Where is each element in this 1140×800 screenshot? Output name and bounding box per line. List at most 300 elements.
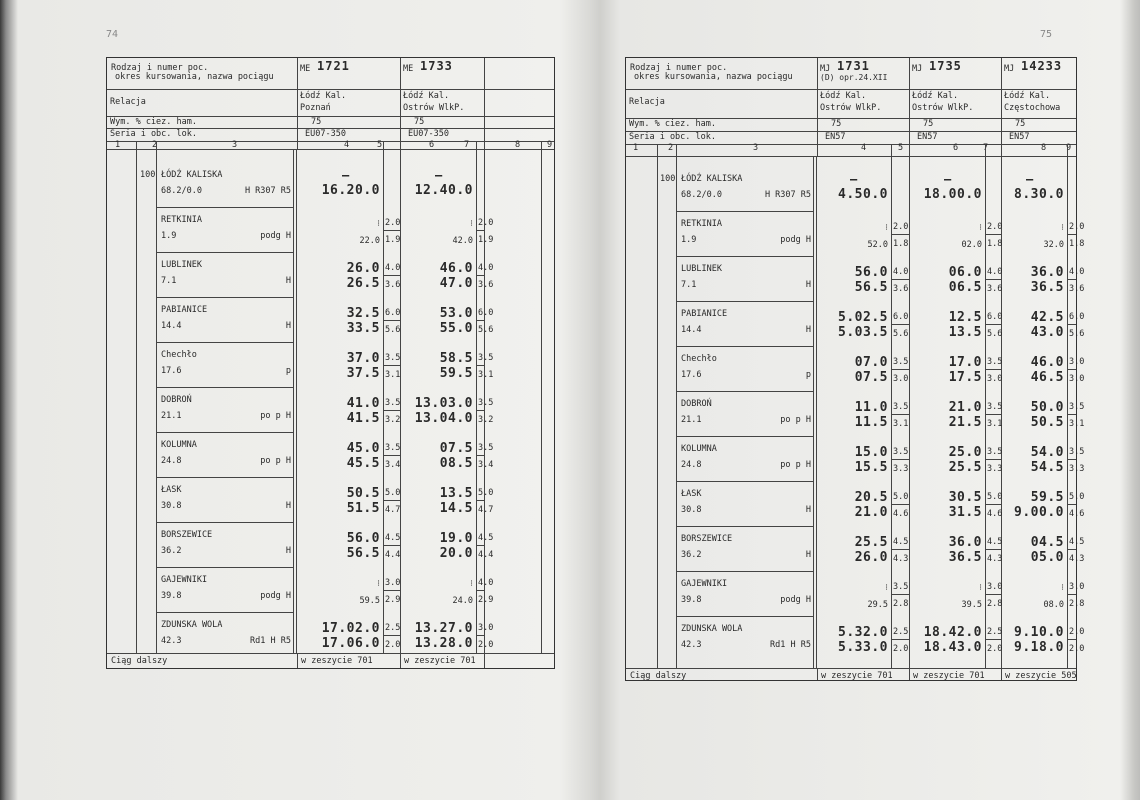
train-brake-percent: 75 — [1015, 119, 1026, 129]
running-time: 3.0 — [987, 582, 1003, 592]
running-time-reduced: 3.6 — [987, 284, 1003, 294]
running-time-reduced: 5.6 — [1069, 329, 1085, 339]
running-time: 6.0 — [478, 308, 494, 318]
train-to: Ostrów WlkP. — [820, 103, 882, 113]
column-number-divider — [909, 144, 910, 156]
station-distance: 30.8 — [161, 501, 182, 511]
footer-col-divider — [400, 653, 401, 668]
running-time-reduced: 3.1 — [1069, 419, 1085, 429]
station-code: H — [285, 501, 291, 511]
header-col-divider — [909, 58, 910, 156]
station-distance: 39.8 — [681, 595, 702, 605]
footer-col-divider — [817, 668, 818, 680]
station-row-divider — [676, 211, 813, 212]
arrival-time: ⁝ — [979, 583, 982, 593]
station-row-divider — [156, 297, 293, 298]
header-divider — [626, 144, 1076, 145]
arrival-time: ⁝ — [1061, 583, 1064, 593]
arrival-time: 07.0 — [854, 355, 888, 370]
station-code: podg H — [780, 235, 811, 245]
departure-time: 25.5 — [948, 460, 982, 475]
departure-time: 50.5 — [1030, 415, 1064, 430]
departure-time: 41.5 — [346, 411, 380, 426]
arrival-time: ⁝ — [470, 579, 473, 589]
train-type: MJ — [1004, 64, 1015, 74]
departure-time: 36.5 — [948, 550, 982, 565]
station-name: KOLUMNA — [681, 444, 717, 454]
header-seria-label: Seria i obc. lok. — [110, 129, 197, 139]
timetable-table — [106, 57, 555, 669]
column-number: 3 — [753, 143, 759, 153]
footer-col-divider — [1001, 668, 1002, 680]
column-number-divider — [484, 141, 485, 149]
column-number-divider — [676, 144, 677, 156]
departure-time: 12.40.0 — [414, 183, 473, 198]
header-relacja-label: Relacja — [110, 97, 146, 107]
header-train-type-label: Rodzaj i numer poc. — [630, 63, 728, 73]
column-number: 5 — [898, 143, 904, 153]
departure-time: 18.00.0 — [923, 187, 982, 202]
footer-col-divider — [909, 668, 910, 680]
no-arrival-dash: — — [435, 168, 443, 182]
train-type: ME — [403, 64, 414, 74]
running-time: 5.0 — [987, 492, 1003, 502]
running-time: 3.5 — [987, 402, 1003, 412]
departure-time: 47.0 — [439, 276, 473, 291]
station-code: H — [285, 276, 291, 286]
name-column-divider — [676, 156, 677, 668]
running-time: 3.5 — [478, 353, 494, 363]
runtime-divider — [476, 635, 484, 636]
departure-time: 29.5 — [867, 600, 888, 610]
running-time: 5.0 — [478, 488, 494, 498]
running-time-reduced: 2.8 — [893, 599, 909, 609]
station-row-divider — [676, 436, 813, 437]
running-time: 3.5 — [987, 447, 1003, 457]
station-row-divider — [676, 301, 813, 302]
running-time-reduced: 2.8 — [987, 599, 1003, 609]
column-number: 1 — [115, 140, 121, 150]
station-name: ŁASK — [681, 489, 702, 499]
running-time-reduced: 3.4 — [478, 460, 494, 470]
departure-time: 9.00.0 — [1014, 505, 1064, 520]
train-type: MJ — [820, 64, 831, 74]
header-train-type-label: Rodzaj i numer poc. — [111, 63, 209, 73]
station-distance: 39.8 — [161, 591, 182, 601]
arrival-time: 59.5 — [1030, 490, 1064, 505]
running-time-reduced: 4.6 — [987, 509, 1003, 519]
train-brake-percent: 75 — [923, 119, 934, 129]
station-row-divider — [156, 477, 293, 478]
station-distance: 21.1 — [161, 411, 182, 421]
departure-time: 16.20.0 — [321, 183, 380, 198]
runtime-divider — [476, 545, 484, 546]
runtime-divider — [985, 234, 1001, 235]
running-time-reduced: 2.0 — [987, 644, 1003, 654]
arrival-time: 18.42.0 — [923, 625, 982, 640]
running-time: 3.0 — [1069, 582, 1085, 592]
footer-continuation: w zeszycie 701 — [404, 656, 476, 666]
train-brake-percent: 75 — [831, 119, 842, 129]
arrival-time: 54.0 — [1030, 445, 1064, 460]
running-time-reduced: 2.0 — [893, 644, 909, 654]
station-row-divider — [156, 612, 293, 613]
footer-divider — [107, 653, 554, 654]
station-row-divider — [156, 567, 293, 568]
no-arrival-dash: — — [1026, 172, 1034, 186]
runtime-divider — [383, 230, 400, 231]
running-time: 3.0 — [385, 578, 401, 588]
column-number: 6 — [429, 140, 435, 150]
runtime-divider — [1067, 279, 1076, 280]
running-time: 2.5 — [987, 627, 1003, 637]
train-to: Poznań — [300, 103, 331, 113]
departure-time: 39.5 — [961, 600, 982, 610]
station-row-divider — [156, 342, 293, 343]
departure-time: 59.5 — [359, 596, 380, 606]
station-km: 100 — [140, 170, 156, 180]
station-row-divider — [156, 432, 293, 433]
departure-time: 06.5 — [948, 280, 982, 295]
station-code: Rd1 H R5 — [770, 640, 811, 650]
arrival-time: 13.27.0 — [414, 621, 473, 636]
runtime-divider — [476, 455, 484, 456]
running-time: 4.0 — [987, 267, 1003, 277]
running-time: 3.5 — [385, 398, 401, 408]
departure-time: 13.04.0 — [414, 411, 473, 426]
station-name: ŁASK — [161, 485, 182, 495]
column-number-divider — [136, 141, 137, 149]
departure-time: 07.5 — [854, 370, 888, 385]
arrival-time: ⁝ — [885, 223, 888, 233]
timetable-table — [625, 57, 1085, 681]
station-distance: 14.4 — [681, 325, 702, 335]
departure-time: 42.0 — [452, 236, 473, 246]
column-number-divider — [156, 141, 157, 149]
departure-time: 45.5 — [346, 456, 380, 471]
running-time: 3.5 — [385, 353, 401, 363]
arrival-time: 9.10.0 — [1014, 625, 1064, 640]
runtime-divider — [1067, 234, 1076, 235]
station-name: RETKINIA — [161, 215, 202, 225]
departure-time: 11.5 — [854, 415, 888, 430]
station-name: GAJEWNIKI — [681, 579, 728, 589]
column-number-divider — [817, 144, 818, 156]
runtime-divider — [1067, 324, 1076, 325]
column-number-divider — [476, 141, 477, 149]
column-number-divider — [383, 141, 384, 149]
train-number: 1733 — [420, 59, 453, 73]
page-number: 74 — [106, 29, 119, 40]
station-code: H R307 R5 — [764, 190, 811, 200]
running-time: 3.5 — [478, 443, 494, 453]
runtime-divider — [1067, 594, 1076, 595]
station-name: BORSZEWICE — [681, 534, 733, 544]
running-time: 3.5 — [893, 582, 909, 592]
running-time-reduced: 3.4 — [385, 460, 401, 470]
header-wym-label: Wym. % ciez. ham. — [629, 119, 716, 129]
train-to: Ostrów WlkP. — [403, 103, 465, 113]
arrival-time: 17.02.0 — [321, 621, 380, 636]
running-time: 4.5 — [987, 537, 1003, 547]
station-distance: 68.2/0.0 — [681, 190, 722, 200]
departure-time: 26.5 — [346, 276, 380, 291]
running-time: 3.5 — [987, 357, 1003, 367]
arrival-time: 13.5 — [439, 486, 473, 501]
arrival-time: 53.0 — [439, 306, 473, 321]
runtime-divider — [1067, 504, 1076, 505]
departure-time: 15.5 — [854, 460, 888, 475]
running-time: 6.0 — [893, 312, 909, 322]
station-code: po p H — [260, 411, 291, 421]
running-time-reduced: 1.9 — [385, 235, 401, 245]
station-name: DOBROŃ — [681, 399, 712, 409]
station-distance: 7.1 — [161, 276, 177, 286]
arrival-time: 13.03.0 — [414, 396, 473, 411]
column-number-divider — [297, 141, 298, 149]
train-locomotive: EN57 — [917, 132, 938, 142]
header-relacja-label: Relacja — [629, 97, 665, 107]
running-time-reduced: 5.6 — [478, 325, 494, 335]
running-time-reduced: 3.6 — [893, 284, 909, 294]
name-column-divider — [156, 149, 157, 653]
arrival-time: 50.0 — [1030, 400, 1064, 415]
running-time: 3.5 — [1069, 402, 1085, 412]
runtime-divider — [1067, 369, 1076, 370]
running-time: 3.5 — [893, 447, 909, 457]
arrival-time: 5.02.5 — [838, 310, 888, 325]
train-brake-percent: 75 — [311, 117, 322, 127]
departure-time: 8.30.0 — [1014, 187, 1064, 202]
runtime-column-divider — [1067, 156, 1068, 668]
station-code: po p H — [260, 456, 291, 466]
runtime-divider — [1067, 459, 1076, 460]
station-distance: 1.9 — [681, 235, 697, 245]
page-number: 75 — [1040, 29, 1053, 40]
runtime-divider — [1067, 639, 1076, 640]
running-time-reduced: 4.6 — [1069, 509, 1085, 519]
train-number: 1721 — [317, 59, 350, 73]
column-number: 9 — [1066, 143, 1072, 153]
station-distance: 42.3 — [681, 640, 702, 650]
arrival-time: 56.0 — [854, 265, 888, 280]
no-arrival-dash: — — [944, 172, 952, 186]
running-time: 2.0 — [1069, 222, 1085, 232]
arrival-time: 36.0 — [948, 535, 982, 550]
running-time-reduced: 3.2 — [478, 415, 494, 425]
header-col-divider — [484, 58, 485, 149]
departure-time: 51.5 — [346, 501, 380, 516]
departure-time: 56.5 — [346, 546, 380, 561]
departure-time: 46.5 — [1030, 370, 1064, 385]
departure-time: 08.5 — [439, 456, 473, 471]
runtime-divider — [476, 320, 484, 321]
arrival-time: 50.5 — [346, 486, 380, 501]
departure-time: 17.5 — [948, 370, 982, 385]
running-time: 2.5 — [893, 627, 909, 637]
station-distance: 17.6 — [681, 370, 702, 380]
station-name: ŁÓDŹ KALISKA — [161, 170, 223, 180]
runtime-divider — [383, 590, 400, 591]
station-km: 100 — [660, 174, 676, 184]
station-name: PABIANICE — [161, 305, 208, 315]
running-time: 3.0 — [478, 623, 494, 633]
header-divider — [107, 141, 554, 142]
station-name: LUBLINEK — [161, 260, 202, 270]
departure-time: 13.5 — [948, 325, 982, 340]
footer-continuation: w zeszycie 701 — [301, 656, 373, 666]
column-number-divider — [983, 143, 989, 156]
arrival-time: 11.0 — [854, 400, 888, 415]
extra-column-divider — [541, 149, 542, 653]
right-page — [570, 0, 1140, 800]
km-column-divider — [136, 149, 137, 653]
footer-continuation: w zeszycie 701 — [913, 671, 985, 681]
running-time-reduced: 1.9 — [478, 235, 494, 245]
departure-time: 24.0 — [452, 596, 473, 606]
arrival-time: 04.5 — [1030, 535, 1064, 550]
running-time-reduced: 4.6 — [893, 509, 909, 519]
column-number: 5 — [377, 140, 383, 150]
arrival-time: ⁝ — [377, 219, 380, 229]
departure-time: 05.0 — [1030, 550, 1064, 565]
running-time: 2.0 — [1069, 627, 1085, 637]
station-code: podg H — [260, 231, 291, 241]
running-time: 6.0 — [385, 308, 401, 318]
departure-time: 52.0 — [867, 240, 888, 250]
runtime-divider — [1067, 414, 1076, 415]
running-time: 5.0 — [893, 492, 909, 502]
station-name: ZDUNSKA WOLA — [681, 624, 743, 634]
running-time-reduced: 3.3 — [987, 464, 1003, 474]
departure-time: 5.03.5 — [838, 325, 888, 340]
station-row-divider — [676, 526, 813, 527]
runtime-divider — [476, 500, 484, 501]
running-time: 5.0 — [385, 488, 401, 498]
runtime-divider — [891, 234, 909, 235]
running-time-reduced: 3.0 — [893, 374, 909, 384]
column-number: 3 — [232, 140, 238, 150]
station-name: LUBLINEK — [681, 264, 722, 274]
station-name: RETKINIA — [681, 219, 722, 229]
train-type: MJ — [912, 64, 923, 74]
arrival-time: ⁝ — [979, 223, 982, 233]
station-distance: 24.8 — [681, 460, 702, 470]
station-code: po p H — [780, 460, 811, 470]
running-time-reduced: 2.8 — [1069, 599, 1085, 609]
running-time: 4.5 — [1069, 537, 1085, 547]
arrival-time: 06.0 — [948, 265, 982, 280]
arrival-time: 5.32.0 — [838, 625, 888, 640]
station-code: po p H — [780, 415, 811, 425]
column-number: 1 — [633, 143, 639, 153]
departure-time: 55.0 — [439, 321, 473, 336]
station-name: KOLUMNA — [161, 440, 197, 450]
running-time-reduced: 4.7 — [385, 505, 401, 515]
train-from: Łódź Kal. — [912, 91, 959, 101]
arrival-time: 25.5 — [854, 535, 888, 550]
departure-time: 4.50.0 — [838, 187, 888, 202]
departure-time: 14.5 — [439, 501, 473, 516]
arrival-time: 58.5 — [439, 351, 473, 366]
footer-divider — [626, 668, 1076, 669]
running-time-reduced: 5.6 — [385, 325, 401, 335]
running-time-reduced: 3.3 — [893, 464, 909, 474]
departure-time: 59.5 — [439, 366, 473, 381]
departure-time: 22.0 — [359, 236, 380, 246]
km-column-divider — [657, 156, 658, 668]
station-code: Rd1 H R5 — [250, 636, 291, 646]
departure-time: 21.5 — [948, 415, 982, 430]
arrival-time: ⁝ — [1061, 223, 1064, 233]
running-time-reduced: 1.8 — [893, 239, 909, 249]
column-number: 7 — [983, 143, 989, 153]
header-divider — [107, 89, 554, 90]
departure-time: 9.18.0 — [1014, 640, 1064, 655]
train-type: ME — [300, 64, 311, 74]
train-from: Łódź Kal. — [1004, 91, 1051, 101]
station-row-divider — [676, 571, 813, 572]
arrival-time: 12.5 — [948, 310, 982, 325]
arrival-time: ⁝ — [470, 219, 473, 229]
station-code: H — [285, 321, 291, 331]
column-number-divider — [541, 141, 542, 149]
train-locomotive: EN57 — [825, 132, 846, 142]
running-time: 6.0 — [1069, 312, 1085, 322]
departure-time: 32.0 — [1043, 240, 1064, 250]
station-name: Chechło — [681, 354, 717, 364]
station-name: Chechło — [161, 350, 197, 360]
station-distance: 36.2 — [681, 550, 702, 560]
station-row-divider — [156, 252, 293, 253]
running-time-reduced: 3.6 — [478, 280, 494, 290]
footer-continuation: w zeszycie 505 — [1005, 671, 1077, 681]
running-time: 4.5 — [893, 537, 909, 547]
running-time-reduced: 4.4 — [385, 550, 401, 560]
running-time-reduced: 2.0 — [1069, 644, 1085, 654]
arrival-time: 46.0 — [1030, 355, 1064, 370]
column-number-divider — [891, 144, 892, 156]
departure-time: 13.28.0 — [414, 636, 473, 651]
arrival-time: 30.5 — [948, 490, 982, 505]
no-arrival-dash: — — [850, 172, 858, 186]
arrival-time: 45.0 — [346, 441, 380, 456]
train-from: Łódź Kal. — [403, 91, 450, 101]
header-col-divider — [1001, 58, 1002, 156]
running-time-reduced: 5.6 — [893, 329, 909, 339]
running-time-reduced: 5.6 — [987, 329, 1003, 339]
running-time: 4.5 — [478, 533, 494, 543]
station-name: ZDUNSKA WOLA — [161, 620, 223, 630]
station-code: podg H — [260, 591, 291, 601]
station-code: p — [285, 366, 291, 376]
station-row-divider — [676, 616, 813, 617]
running-time: 2.5 — [385, 623, 401, 633]
station-code: H — [805, 325, 811, 335]
departure-time: 02.0 — [961, 240, 982, 250]
running-time: 2.0 — [893, 222, 909, 232]
running-time-reduced: 3.1 — [385, 370, 401, 380]
running-time-reduced: 3.2 — [385, 415, 401, 425]
station-distance: 7.1 — [681, 280, 697, 290]
arrival-time: 36.0 — [1030, 265, 1064, 280]
header-train-period-label: okres kursowania, nazwa pociągu — [634, 72, 793, 82]
runtime-divider — [476, 230, 484, 231]
running-time: 4.0 — [385, 263, 401, 273]
train-number: 1735 — [929, 59, 962, 73]
station-code: podg H — [780, 595, 811, 605]
runtime-divider — [985, 594, 1001, 595]
